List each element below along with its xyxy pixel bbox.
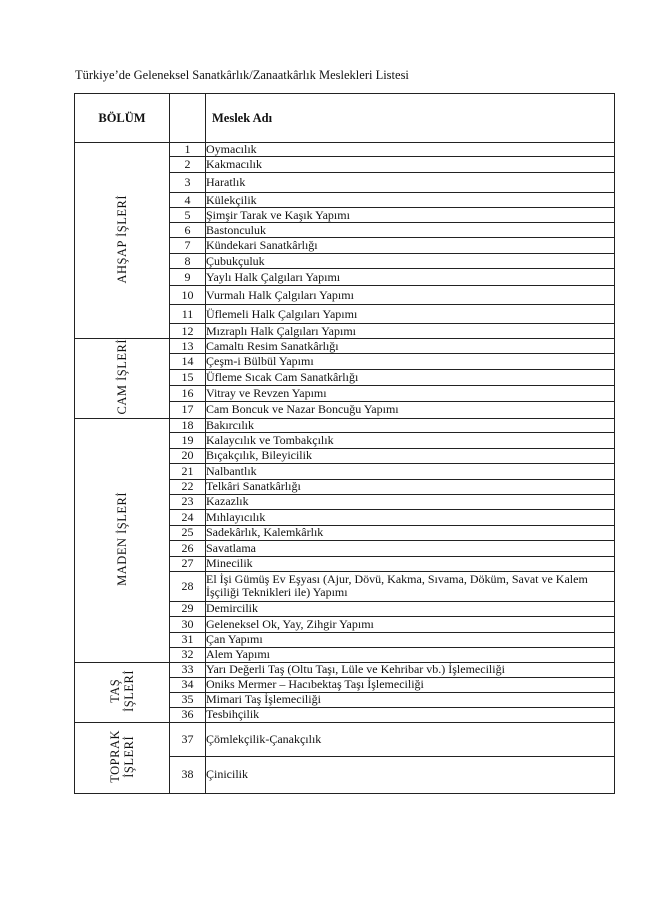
row-number: 20 (170, 448, 206, 463)
profession-name: Mimari Taş İşlemeciliği (206, 692, 615, 707)
row-number: 29 (170, 601, 206, 616)
section-label-line: MADEN İŞLERİ (115, 491, 129, 586)
row-number: 14 (170, 354, 206, 369)
profession-name: Geleneksel Ok, Yay, Zihgir Yapımı (206, 616, 615, 632)
row-number: 21 (170, 463, 206, 479)
profession-name: Tesbihçilik (206, 707, 615, 722)
section-label (115, 492, 129, 586)
profession-name: Telkâri Sanatkârlığı (206, 479, 615, 494)
row-number: 28 (170, 571, 206, 601)
row-number: 7 (170, 238, 206, 254)
section-cell (75, 143, 170, 339)
row-number: 26 (170, 540, 206, 556)
profession-name: Haratlık (206, 173, 615, 193)
row-number: 4 (170, 193, 206, 208)
profession-name: Alem Yapımı (206, 647, 615, 662)
section-label (108, 670, 136, 712)
row-number: 27 (170, 556, 206, 571)
row-number: 37 (170, 722, 206, 756)
profession-name: Mızraplı Halk Çalgıları Yapımı (206, 324, 615, 339)
section-label (115, 195, 129, 284)
row-number: 5 (170, 208, 206, 223)
row-number: 34 (170, 677, 206, 692)
row-number: 12 (170, 324, 206, 339)
profession-name: Külekçilik (206, 193, 615, 208)
row-number: 24 (170, 509, 206, 525)
row-number: 2 (170, 157, 206, 173)
row-number: 38 (170, 756, 206, 793)
profession-name: Savatlama (206, 540, 615, 556)
profession-name: Çubukçuluk (206, 254, 615, 269)
section-label-line: TAŞ (108, 678, 122, 703)
header-number (170, 94, 206, 143)
section-label-line: İŞLERİ (122, 669, 136, 712)
profession-name: Çan Yapımı (206, 632, 615, 647)
profession-name: Çinicilik (206, 756, 615, 793)
section-label (108, 730, 136, 783)
row-number: 31 (170, 632, 206, 647)
table-row (75, 662, 615, 677)
profession-name: Üflemeli Halk Çalgıları Yapımı (206, 305, 615, 324)
profession-name: Sadekârlık, Kalemkârlık (206, 525, 615, 540)
profession-name: Vitray ve Revzen Yapımı (206, 386, 615, 401)
row-number: 19 (170, 432, 206, 448)
profession-name: Bastonculuk (206, 223, 615, 238)
row-number: 11 (170, 305, 206, 324)
profession-name: Yarı Değerli Taş (Oltu Taşı, Lüle ve Kehribar vb.) İşlemeciliği (206, 662, 615, 677)
professions-table (74, 93, 615, 794)
table-row (75, 143, 615, 157)
section-cell (75, 722, 170, 793)
row-number: 23 (170, 494, 206, 509)
row-number: 18 (170, 418, 206, 432)
row-number: 33 (170, 662, 206, 677)
section-label-line: AHŞAP İŞLERİ (115, 194, 129, 284)
header-profession: Meslek Adı (206, 94, 615, 143)
page-title: Türkiye’de Geleneksel Sanatkârlık/Zanaatkârlık Meslekleri Listesi (75, 68, 409, 82)
section-label-line: İŞLERİ (122, 735, 136, 777)
table-header-row (75, 94, 615, 143)
row-number: 16 (170, 386, 206, 401)
profession-name: Bıçakçılık, Bileyicilik (206, 448, 615, 463)
section-cell (75, 418, 170, 662)
row-number: 35 (170, 692, 206, 707)
row-number: 15 (170, 369, 206, 386)
table-body (75, 143, 615, 794)
profession-name: Çömlekçilik-Çanakçılık (206, 722, 615, 756)
profession-name: Çeşm-i Bülbül Yapımı (206, 354, 615, 369)
row-number: 17 (170, 401, 206, 418)
section-cell (75, 662, 170, 722)
row-number: 9 (170, 269, 206, 286)
profession-name: Oniks Mermer – Hacıbektaş Taşı İşlemeciliği (206, 677, 615, 692)
profession-name: Kakmacılık (206, 157, 615, 173)
table-row (75, 339, 615, 354)
section-cell (75, 339, 170, 419)
row-number: 22 (170, 479, 206, 494)
profession-name: Minecilik (206, 556, 615, 571)
profession-name: Cam Boncuk ve Nazar Boncuğu Yapımı (206, 401, 615, 418)
table-row (75, 418, 615, 432)
profession-name: Kalaycılık ve Tombakçılık (206, 432, 615, 448)
profession-name: Mıhlayıcılık (206, 509, 615, 525)
profession-name: Demircilik (206, 601, 615, 616)
profession-name: Üfleme Sıcak Cam Sanatkârlığı (206, 369, 615, 386)
section-label-line: CAM İŞLERİ (115, 339, 129, 415)
row-number: 25 (170, 525, 206, 540)
profession-name: Oymacılık (206, 143, 615, 157)
section-label (115, 339, 129, 415)
profession-name: Kazazlık (206, 494, 615, 509)
row-number: 32 (170, 647, 206, 662)
header-section: BÖLÜM (75, 94, 170, 143)
section-label-line: TOPRAK (108, 729, 122, 783)
row-number: 8 (170, 254, 206, 269)
row-number: 6 (170, 223, 206, 238)
profession-name: Vurmalı Halk Çalgıları Yapımı (206, 286, 615, 305)
profession-name: Şimşir Tarak ve Kaşık Yapımı (206, 208, 615, 223)
row-number: 30 (170, 616, 206, 632)
profession-name: Kündekari Sanatkârlığı (206, 238, 615, 254)
row-number: 1 (170, 143, 206, 157)
profession-name: Nalbantlık (206, 463, 615, 479)
row-number: 36 (170, 707, 206, 722)
profession-name: Yaylı Halk Çalgıları Yapımı (206, 269, 615, 286)
profession-name: Bakırcılık (206, 418, 615, 432)
profession-name: Camaltı Resim Sanatkârlığı (206, 339, 615, 354)
row-number: 10 (170, 286, 206, 305)
profession-name: El İşi Gümüş Ev Eşyası (Ajur, Dövü, Kakma, Sıvama, Döküm, Savat ve Kalem İşçiliği Teknikleri ile) Yapımı (206, 571, 615, 601)
row-number: 3 (170, 173, 206, 193)
table-row (75, 722, 615, 756)
row-number: 13 (170, 339, 206, 354)
